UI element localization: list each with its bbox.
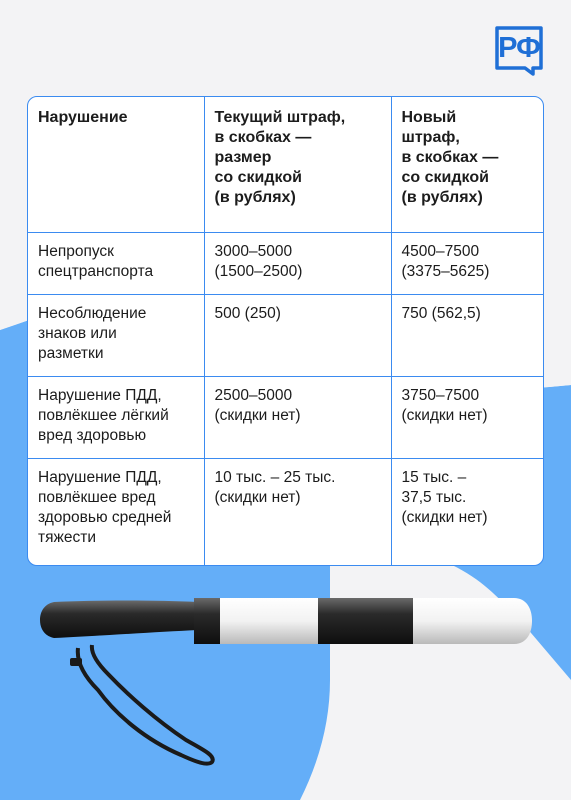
baton-strap	[78, 645, 213, 764]
cell-current-fine: 3000–5000 (1500–2500)	[204, 232, 391, 294]
table-row	[28, 232, 544, 294]
rf-logo-text: РФ	[498, 32, 540, 64]
cell-new-fine: 15 тыс. – 37,5 тыс. (скидки нет)	[391, 458, 544, 565]
cell-violation: Нарушение ПДД, повлёкшее лёгкий вред здоровью	[28, 376, 204, 458]
baton-stripe-white-1	[220, 598, 318, 644]
header-new-fine: Новый штраф, в скобках — со скидкой (в рублях)	[391, 97, 544, 232]
cell-new-fine: 4500–7500 (3375–5625)	[391, 232, 544, 294]
fines-table-card	[27, 96, 544, 566]
header-current-fine: Текущий штраф, в скобках — размер со скидкой (в рублях)	[204, 97, 391, 232]
cell-new-fine: 750 (562,5)	[391, 294, 544, 376]
fines-table	[28, 97, 544, 565]
table-row	[28, 458, 544, 565]
cell-violation: Непропуск спецтранспорта	[28, 232, 204, 294]
cell-current-fine: 2500–5000 (скидки нет)	[204, 376, 391, 458]
rf-logo-icon	[493, 24, 545, 76]
header-violation: Нарушение	[28, 97, 204, 232]
cell-violation: Несоблюдение знаков или разметки	[28, 294, 204, 376]
cell-current-fine: 10 тыс. – 25 тыс. (скидки нет)	[204, 458, 391, 565]
table-row	[28, 376, 544, 458]
baton-stripe-white-tip	[413, 598, 532, 644]
police-baton-illustration	[36, 590, 536, 790]
table-header-row	[28, 97, 544, 232]
baton-collar	[194, 598, 220, 644]
cell-new-fine: 3750–7500 (скидки нет)	[391, 376, 544, 458]
table-row	[28, 294, 544, 376]
cell-violation: Нарушение ПДД, повлёкшее вред здоровью средней тяжести	[28, 458, 204, 565]
baton-stripe-black	[318, 598, 413, 644]
strap-clip	[70, 658, 82, 666]
baton-handle	[40, 601, 198, 639]
cell-current-fine: 500 (250)	[204, 294, 391, 376]
